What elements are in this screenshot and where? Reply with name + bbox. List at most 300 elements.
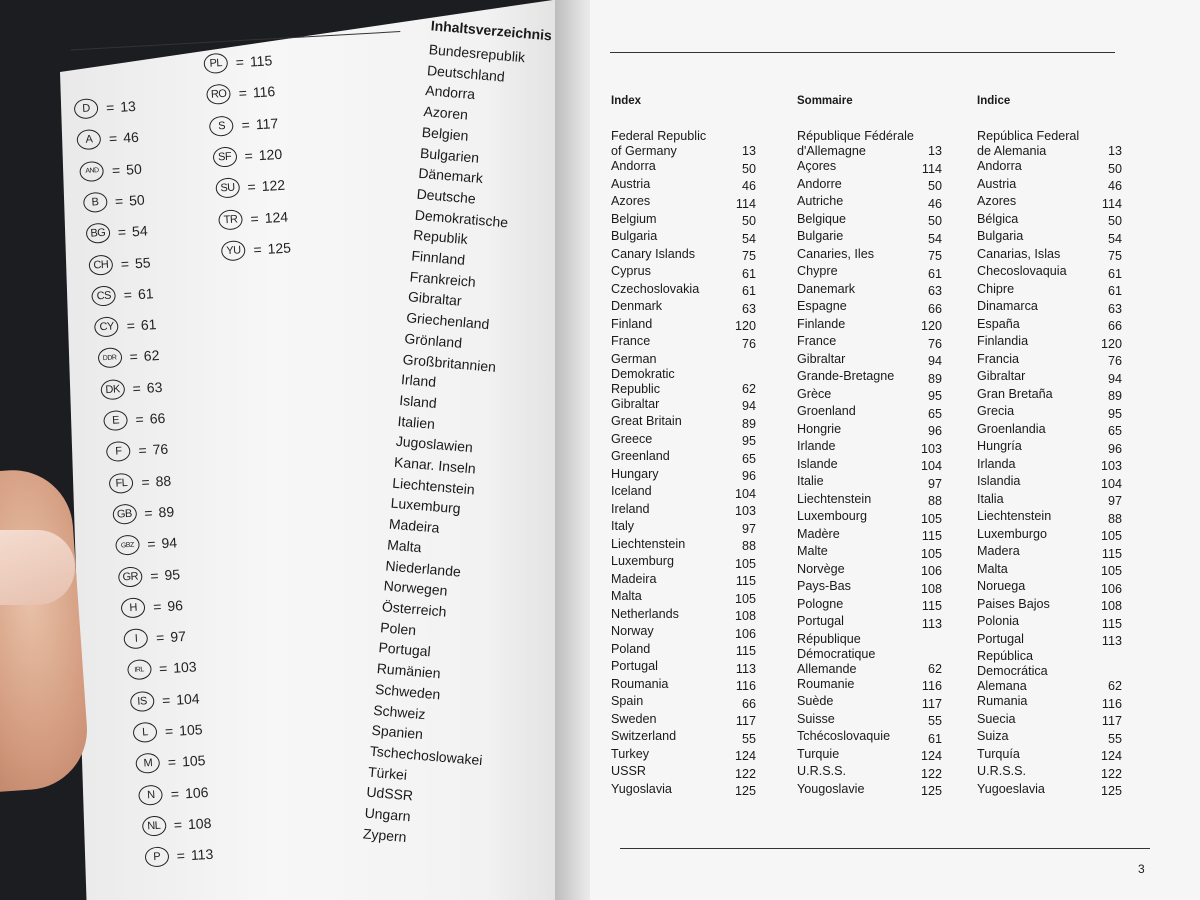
country-code-row xyxy=(112,501,175,524)
country-name: Grande-Bretagne xyxy=(797,369,895,383)
page-number-ref: 61 xyxy=(741,266,756,281)
page-number-ref: 116 xyxy=(921,679,942,693)
index-row xyxy=(977,317,1122,335)
country-code-badge: YU xyxy=(221,240,246,261)
country-code-row xyxy=(94,314,157,337)
country-name: Finlandia xyxy=(977,334,1029,348)
country-name: Hongrie xyxy=(797,421,842,436)
german-index-item: Norwegen xyxy=(383,577,449,599)
country-name: Portugal xyxy=(611,659,658,673)
country-code-badge: E xyxy=(103,410,128,431)
index-row xyxy=(797,299,942,317)
country-code-row xyxy=(121,595,184,618)
page-ref: 89 xyxy=(158,503,175,521)
country-code-badge: A xyxy=(77,129,102,150)
country-code-row xyxy=(109,470,172,493)
german-index-item: Portugal xyxy=(377,639,432,660)
index-row xyxy=(797,782,942,800)
german-index-item: UdSSR xyxy=(365,783,414,804)
german-index-item: Bulgarien xyxy=(419,144,480,166)
country-code-badge: FL xyxy=(109,472,134,493)
page-ref: 113 xyxy=(190,845,214,864)
country-code-badge: RO xyxy=(206,84,231,105)
page-ref: 124 xyxy=(264,208,289,226)
index-row xyxy=(797,597,942,615)
equals-sign: = xyxy=(120,255,130,272)
page-number-ref: 106 xyxy=(1100,581,1122,596)
page-number-ref: 61 xyxy=(1107,266,1122,281)
page-ref: 115 xyxy=(249,52,273,70)
german-index-item: Republik xyxy=(412,226,469,248)
country-name: Noruega xyxy=(977,579,1026,593)
country-name: Italia xyxy=(977,491,1004,506)
country-code-row xyxy=(106,439,169,462)
index-row xyxy=(611,432,756,450)
country-name: Norway xyxy=(611,624,654,638)
page-number-ref: 50 xyxy=(1107,214,1122,228)
country-code-badge: DK xyxy=(100,379,125,400)
index-row xyxy=(977,632,1122,650)
page-number-ref: 122 xyxy=(920,766,942,781)
country-code-badge: M xyxy=(135,753,160,774)
equals-sign: = xyxy=(158,660,168,677)
index-row xyxy=(797,474,942,492)
index-column-english xyxy=(611,95,756,799)
page-number-ref: 125 xyxy=(920,784,942,798)
equals-sign: = xyxy=(164,722,174,740)
german-index-item: Island xyxy=(398,391,438,411)
index-row xyxy=(611,177,756,195)
page-number-ref: 95 xyxy=(741,434,756,448)
index-row xyxy=(611,129,756,159)
page-number-ref: 55 xyxy=(741,731,756,746)
page-number-ref: 117 xyxy=(921,696,942,711)
country-code-badge: TR xyxy=(218,209,243,230)
country-code-badge: GR xyxy=(118,566,143,587)
country-name: Islande xyxy=(797,456,838,471)
country-code-row xyxy=(127,657,198,681)
country-name: U.R.S.S. xyxy=(977,764,1026,778)
german-index-item: Irland xyxy=(400,371,437,391)
index-row xyxy=(797,509,942,527)
country-name: Azores xyxy=(611,194,651,208)
country-code-badge: AND xyxy=(79,160,104,181)
index-row xyxy=(977,694,1122,712)
page-number-ref: 108 xyxy=(920,581,942,596)
country-name: España xyxy=(977,316,1020,331)
index-row xyxy=(611,764,756,782)
page-number-ref: 65 xyxy=(1107,424,1122,438)
index-row xyxy=(611,624,756,642)
country-name: Federal Republic of Germany xyxy=(611,129,707,158)
page-number-ref: 76 xyxy=(741,336,756,351)
page-number-ref: 89 xyxy=(927,371,942,386)
country-name: Portugal xyxy=(977,631,1024,646)
index-row xyxy=(797,747,942,765)
page-number-ref: 120 xyxy=(1100,336,1122,351)
page-number-ref: 115 xyxy=(735,644,756,658)
equals-sign: = xyxy=(238,85,248,102)
country-name: Switzerland xyxy=(611,729,677,743)
country-code-row xyxy=(79,158,142,181)
page-ref: 125 xyxy=(267,239,292,257)
country-name: Açores xyxy=(797,159,837,173)
page-number-ref: 117 xyxy=(735,714,756,728)
page-ref: 13 xyxy=(119,97,137,115)
page-ref: 46 xyxy=(122,129,140,146)
column-header: Index xyxy=(611,95,642,107)
german-index-item: Deutsche xyxy=(416,185,477,207)
country-code-row xyxy=(132,719,203,743)
country-name: Azores xyxy=(977,194,1017,208)
index-row xyxy=(611,334,756,352)
index-row xyxy=(797,352,942,370)
country-name: Norvège xyxy=(797,561,845,576)
index-row xyxy=(977,509,1122,527)
page-ref: 122 xyxy=(261,176,286,195)
index-column-spanish xyxy=(977,95,1122,799)
equals-sign: = xyxy=(241,116,251,133)
country-name: Luxemburg xyxy=(611,554,675,568)
equals-sign: = xyxy=(129,348,139,366)
country-name: Hungary xyxy=(611,466,659,481)
country-name: Bélgica xyxy=(977,211,1019,226)
country-name: France xyxy=(797,334,837,348)
equals-sign: = xyxy=(173,816,183,833)
equals-sign: = xyxy=(155,629,165,646)
country-name: Portugal xyxy=(797,614,844,628)
country-name: Suecia xyxy=(977,711,1016,726)
country-name: Autriche xyxy=(797,194,844,208)
index-row xyxy=(977,439,1122,457)
index-row xyxy=(977,387,1122,405)
page-number-ref: 122 xyxy=(1100,766,1122,781)
country-name: Denmark xyxy=(611,299,663,313)
country-code-row xyxy=(203,50,273,74)
german-index-column xyxy=(362,17,571,855)
country-name: Gibraltar xyxy=(797,351,846,366)
index-row xyxy=(611,519,756,537)
country-name: Liechtenstein xyxy=(977,509,1052,523)
index-row xyxy=(797,264,942,282)
german-index-item: Bundesrepublik xyxy=(428,41,526,66)
country-name: Czechoslovakia xyxy=(611,281,700,296)
equals-sign: = xyxy=(140,473,151,490)
german-index-item: Jugoslawien xyxy=(395,433,474,456)
page-number-ref: 55 xyxy=(927,714,942,728)
index-row xyxy=(977,712,1122,730)
country-name: Italy xyxy=(611,519,635,533)
country-code-row xyxy=(97,345,160,368)
index-row xyxy=(977,562,1122,580)
country-code-badge: CY xyxy=(94,316,119,337)
page-number-ref: 55 xyxy=(1107,731,1122,746)
country-code-badge: DDR xyxy=(97,348,122,369)
page-ref: 63 xyxy=(146,378,163,396)
index-row xyxy=(797,579,942,597)
page-number-ref: 103 xyxy=(1100,459,1122,473)
index-row xyxy=(611,352,756,397)
equals-sign: = xyxy=(132,379,142,397)
country-name: Andorra xyxy=(611,159,656,173)
index-row xyxy=(611,607,756,625)
page-ref: 97 xyxy=(169,628,187,645)
country-name: Luxemburgo xyxy=(977,526,1048,541)
index-row xyxy=(611,782,756,800)
country-name: USSR xyxy=(611,764,646,778)
page-number-ref: 115 xyxy=(735,574,756,588)
page-number-ref: 46 xyxy=(1107,179,1122,193)
equals-sign: = xyxy=(252,240,263,258)
index-row xyxy=(611,677,756,695)
german-index-item: Demokratische xyxy=(414,206,509,231)
country-code-row xyxy=(118,564,181,587)
country-code-row xyxy=(221,237,292,261)
index-row xyxy=(977,129,1122,159)
index-row xyxy=(977,579,1122,597)
index-row xyxy=(611,572,756,590)
page-number-ref: 125 xyxy=(1100,784,1122,798)
page-number-ref: 115 xyxy=(921,529,942,543)
index-row xyxy=(977,649,1122,694)
equals-sign: = xyxy=(247,178,257,195)
country-name: Chypre xyxy=(797,264,838,278)
index-row xyxy=(797,247,942,265)
country-name: République Démocratique Allemande xyxy=(797,631,876,676)
country-name: Liechtenstein xyxy=(611,536,686,551)
index-row xyxy=(611,194,756,212)
country-name: Sweden xyxy=(611,711,657,726)
index-row xyxy=(797,439,942,457)
country-name: Roumanie xyxy=(797,676,855,691)
german-index-item: Schweden xyxy=(374,680,441,703)
index-row xyxy=(611,229,756,247)
country-name: Checoslovaquia xyxy=(977,264,1067,278)
index-row xyxy=(977,194,1122,212)
page-ref: 54 xyxy=(131,222,149,240)
country-code-row xyxy=(212,144,283,168)
german-index-item: Belgien xyxy=(421,123,470,144)
page-number-ref: 62 xyxy=(741,381,756,396)
page-number-ref: 108 xyxy=(734,609,756,623)
index-row xyxy=(977,369,1122,387)
index-row xyxy=(797,404,942,422)
country-code-badge: N xyxy=(138,784,163,805)
index-row xyxy=(977,764,1122,782)
index-row xyxy=(611,554,756,572)
country-name: Liechtenstein xyxy=(797,491,872,506)
country-name: Roumania xyxy=(611,676,669,691)
page-number-ref: 115 xyxy=(1101,616,1122,631)
page-number-ref: 95 xyxy=(1107,406,1122,421)
index-row xyxy=(977,747,1122,765)
country-code-badge: BG xyxy=(85,223,110,244)
index-row xyxy=(977,614,1122,632)
page-number-ref: 113 xyxy=(1101,634,1122,648)
page-ref: 103 xyxy=(172,658,198,677)
index-row xyxy=(611,397,756,415)
page-number-ref: 124 xyxy=(734,749,756,763)
page-ref: 108 xyxy=(187,814,212,833)
page-number-ref: 105 xyxy=(734,591,756,606)
page-number-ref: 13 xyxy=(741,144,756,158)
german-index-item: Luxemburg xyxy=(390,495,462,517)
german-index-item: Schweiz xyxy=(372,701,427,722)
page-number-ref: 116 xyxy=(1101,696,1122,711)
country-name: France xyxy=(611,334,651,348)
country-name: Malta xyxy=(611,589,642,603)
country-name: Canary Islands xyxy=(611,246,695,261)
country-code-badge: H xyxy=(121,597,146,618)
equals-sign: = xyxy=(235,53,245,71)
page-number-ref: 105 xyxy=(1100,529,1122,543)
german-index-item: Liechtenstein xyxy=(391,474,476,498)
page-number-ref: 108 xyxy=(1100,599,1122,613)
page-number-ref: 61 xyxy=(1107,284,1122,298)
page-number-ref: 61 xyxy=(927,731,942,746)
country-name: Dinamarca xyxy=(977,299,1038,313)
german-index-item: Rumänien xyxy=(376,660,442,682)
country-name: Finlande xyxy=(797,316,846,331)
country-name: Bulgarie xyxy=(797,229,844,243)
country-name: Turquie xyxy=(797,746,840,761)
page-number-ref: 95 xyxy=(927,389,942,403)
page-number-ref: 13 xyxy=(927,144,942,158)
index-row xyxy=(797,632,942,677)
german-index-item: Malta xyxy=(386,536,423,556)
index-row xyxy=(977,159,1122,177)
equals-sign: = xyxy=(126,317,136,334)
country-name: Yougoslavie xyxy=(797,781,865,796)
page-number-ref: 97 xyxy=(1107,494,1122,508)
equals-sign: = xyxy=(244,147,254,164)
country-code-row xyxy=(88,252,151,275)
page-number-ref: 106 xyxy=(920,564,942,578)
country-name: Andorra xyxy=(977,159,1022,173)
country-name: German Demokratic Republic xyxy=(611,351,675,396)
page-number-ref: 105 xyxy=(734,556,756,571)
country-name: Luxembourg xyxy=(797,509,868,523)
page-ref: 104 xyxy=(175,689,200,708)
page-number-ref: 124 xyxy=(920,749,942,763)
index-row xyxy=(797,614,942,632)
country-code-badge: F xyxy=(106,441,131,462)
page-ref: 105 xyxy=(178,721,203,739)
country-code-badge: GBZ xyxy=(115,535,140,556)
country-code-badge: GB xyxy=(112,503,137,524)
page-ref: 61 xyxy=(137,285,154,302)
page-number-ref: 105 xyxy=(920,511,942,526)
equals-sign: = xyxy=(161,691,171,709)
index-row xyxy=(977,177,1122,195)
index-row xyxy=(977,597,1122,615)
column-header: Indice xyxy=(977,95,1011,107)
top-rule-right xyxy=(610,52,1115,53)
index-row xyxy=(611,589,756,607)
page-number-ref: 66 xyxy=(927,301,942,316)
country-name: Grèce xyxy=(797,386,832,401)
country-name: República Federal de Alemania xyxy=(977,129,1080,158)
country-code-badge: IS xyxy=(130,691,155,712)
index-row xyxy=(611,537,756,555)
index-row xyxy=(797,422,942,440)
country-name: République Fédérale d'Allemagne xyxy=(797,129,914,158)
page-number-ref: 50 xyxy=(741,161,756,176)
country-code-badge: L xyxy=(132,722,157,743)
equals-sign: = xyxy=(250,209,260,227)
country-name: Netherlands xyxy=(611,606,679,621)
country-name: Cyprus xyxy=(611,264,651,278)
country-code-row xyxy=(135,750,206,774)
country-code-row xyxy=(115,533,178,556)
equals-sign: = xyxy=(167,754,177,771)
country-code-row xyxy=(82,189,145,212)
index-row xyxy=(977,212,1122,230)
german-index-item: Grönland xyxy=(403,330,463,351)
country-name: Gibraltar xyxy=(611,396,660,411)
country-name: Malta xyxy=(977,561,1008,576)
index-row xyxy=(977,729,1122,747)
page-number-ref: 97 xyxy=(741,521,756,536)
page-number-ref: 13 xyxy=(1107,144,1122,158)
country-code-row xyxy=(91,283,154,306)
country-name: Italie xyxy=(797,474,824,488)
country-code-badge: S xyxy=(209,115,234,136)
german-index-item: Zypern xyxy=(362,825,408,845)
page-number-ref: 54 xyxy=(741,231,756,246)
page-ref: 66 xyxy=(149,409,166,427)
country-name: Greenland xyxy=(611,449,670,463)
german-index-item: Madeira xyxy=(388,515,441,536)
country-code-row xyxy=(130,688,201,712)
page-number-ref: 115 xyxy=(921,599,942,613)
index-row xyxy=(611,282,756,300)
index-row xyxy=(611,712,756,730)
index-row xyxy=(977,299,1122,317)
index-row xyxy=(611,159,756,177)
country-name: Spain xyxy=(611,694,644,708)
page-number-ref: 120 xyxy=(920,319,942,333)
thumb-nail xyxy=(0,530,75,605)
country-code-badge: P xyxy=(144,846,169,867)
country-name: Polonia xyxy=(977,614,1020,628)
country-name: Suisse xyxy=(797,711,835,726)
country-code-row xyxy=(209,113,279,137)
index-row xyxy=(797,212,942,230)
page-number-ref: 97 xyxy=(927,476,942,491)
country-name: Bulgaria xyxy=(611,229,658,243)
country-name: Irlande xyxy=(797,439,836,453)
page-number-ref: 103 xyxy=(920,441,942,456)
index-row xyxy=(797,177,942,195)
country-code-badge: PL xyxy=(203,53,228,74)
index-row xyxy=(611,694,756,712)
country-name: Great Britain xyxy=(611,414,682,428)
index-row xyxy=(977,334,1122,352)
equals-sign: = xyxy=(108,130,118,147)
page-number-ref: 89 xyxy=(1107,389,1122,403)
page-number-ref: 62 xyxy=(1107,679,1122,693)
country-code-badge: B xyxy=(82,192,107,213)
german-index-item: Italien xyxy=(397,412,436,432)
equals-sign: = xyxy=(143,504,153,521)
country-name: Pays-Bas xyxy=(797,579,851,593)
index-row xyxy=(611,449,756,467)
country-name: Pologne xyxy=(797,596,844,611)
page-number-ref: 46 xyxy=(927,196,942,211)
index-row xyxy=(977,264,1122,282)
page-number-ref: 120 xyxy=(734,319,756,333)
